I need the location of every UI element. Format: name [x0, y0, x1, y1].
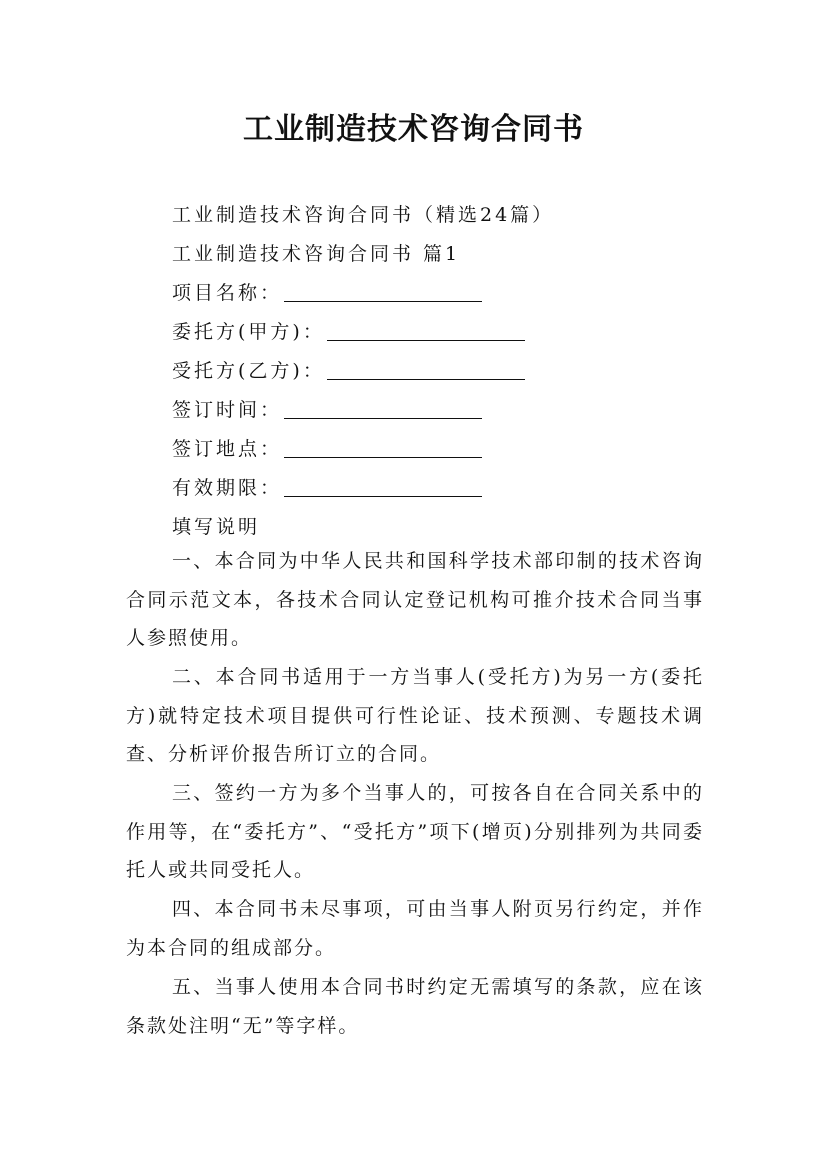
instruction-paragraph-2: 二、本合同书适用于一方当事人(受托方)为另一方(委托方)就特定技术项目提供可行性论证、技术预测、专题技术调查、分析评价报告所订立的合同。: [126, 666, 704, 765]
field-validity: [172, 473, 482, 500]
instructions-heading: 填写说明: [172, 516, 261, 538]
document-title: 工业制造技术咨询合同书: [243, 112, 584, 147]
instruction-paragraph-1: 一、本合同为中华人民共和国科学技术部印制的技术咨询合同示范文本，各技术合同认定登记机构可推介技术合同当事人参照使用。: [126, 550, 704, 649]
field-label: 受托方(乙方)：: [172, 360, 325, 382]
section-heading: 工业制造技术咨询合同书 篇1: [172, 243, 461, 265]
field-label: 项目名称：: [172, 282, 283, 304]
blank-line: [284, 437, 482, 458]
field-label: 签订地点：: [172, 438, 283, 460]
blank-line: [284, 281, 482, 302]
instruction-paragraph-3: 三、签约一方为多个当事人的，可按各自在合同关系中的作用等，在“委托方”、“受托方”项下(增页)分别排列为共同委托人或共同受托人。: [126, 782, 704, 881]
blank-line: [284, 398, 482, 419]
blank-line: [284, 476, 482, 497]
blank-line: [327, 320, 525, 341]
field-label: 签订时间：: [172, 399, 283, 421]
field-label: 委托方(甲方)：: [172, 321, 325, 343]
field-sign-place: [172, 434, 482, 461]
document-subtitle: 工业制造技术咨询合同书（精选24篇）: [172, 204, 555, 226]
instruction-paragraph-5: 五、当事人使用本合同书时约定无需填写的条款，应在该条款处注明“无”等字样。: [126, 976, 704, 1037]
instruction-paragraph-4: 四、本合同书未尽事项，可由当事人附页另行约定，并作为本合同的组成部分。: [126, 898, 704, 959]
field-label: 有效期限：: [172, 477, 283, 499]
field-contractor: [172, 356, 525, 383]
field-project-name: [172, 278, 482, 305]
blank-line: [327, 359, 525, 380]
field-client: [172, 317, 525, 344]
field-sign-date: [172, 395, 482, 422]
